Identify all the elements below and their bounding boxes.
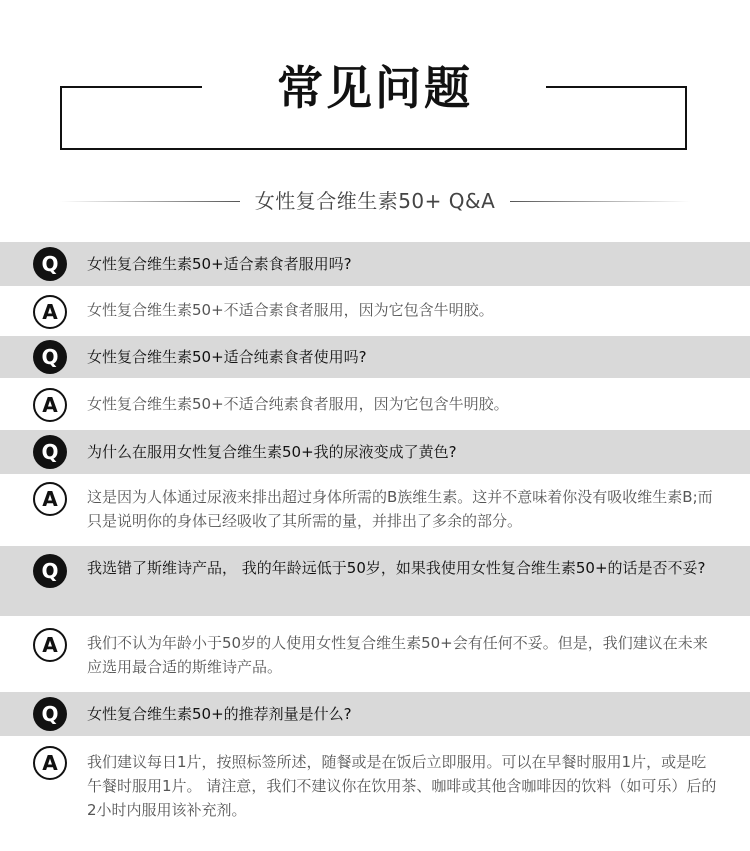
faq-question-text: 女性复合维生素50+适合素食者服用吗?	[87, 255, 352, 273]
answer-icon: A	[33, 628, 67, 662]
faq-question-row-4	[0, 546, 750, 616]
page-title: 常见问题	[277, 61, 473, 115]
answer-icon: A	[33, 482, 67, 516]
faq-question-text: 我选错了斯维诗产品， 我的年龄远低于50岁，如果我使用女性复合维生素50+的话是否不妥?	[87, 559, 706, 577]
faq-question-row-1	[0, 242, 750, 286]
faq-answer-row-4	[0, 616, 750, 692]
faq-question-row-5	[0, 692, 750, 736]
faq-answer-row-3	[0, 474, 750, 546]
question-icon: Q	[33, 340, 67, 374]
subtitle-section	[0, 186, 750, 216]
faq-answer-text: 我们不认为年龄小于50岁的人使用女性复合维生素50+会有任何不妥。但是，我们建议在未来应选用最合适的斯维诗产品。	[87, 634, 708, 676]
answer-icon: A	[33, 295, 67, 329]
faq-question-row-2	[0, 336, 750, 378]
faq-answer-text: 我们建议每日1片，按照标签所述，随餐或是在饭后立即服用。可以在早餐时服用1片，或是吃午餐时服用1片。 请注意，我们不建议你在饮用茶、咖啡或其他含咖啡因的饮料（如可乐）后的2小时内服用该补充剂。	[87, 753, 717, 819]
answer-icon: A	[33, 746, 67, 780]
question-icon: Q	[33, 554, 67, 588]
subtitle-divider-right	[510, 201, 690, 202]
faq-question-row-3	[0, 430, 750, 474]
subtitle: 女性复合维生素50+ Q&A	[254, 189, 496, 213]
faq-question-text: 女性复合维生素50+适合纯素食者使用吗?	[87, 348, 367, 366]
answer-icon: A	[33, 388, 67, 422]
faq-question-text: 为什么在服用女性复合维生素50+我的尿液变成了黄色?	[87, 443, 457, 461]
faq-answer-text: 女性复合维生素50+不适合纯素食者服用，因为它包含牛明胶。	[87, 395, 509, 413]
faq-answer-row-1	[0, 286, 750, 336]
faq-answer-row-2	[0, 378, 750, 430]
faq-answer-row-5	[0, 736, 750, 846]
faq-question-text: 女性复合维生素50+的推荐剂量是什么?	[87, 705, 352, 723]
question-icon: Q	[33, 435, 67, 469]
faq-answer-text: 女性复合维生素50+不适合素食者服用，因为它包含牛明胶。	[87, 301, 494, 319]
question-icon: Q	[33, 697, 67, 731]
question-icon: Q	[33, 247, 67, 281]
faq-answer-text: 这是因为人体通过尿液来排出超过身体所需的B族维生素。这并不意味着你没有吸收维生素B;而只是说明你的身体已经吸收了其所需的量，并排出了多余的部分。	[87, 488, 713, 530]
